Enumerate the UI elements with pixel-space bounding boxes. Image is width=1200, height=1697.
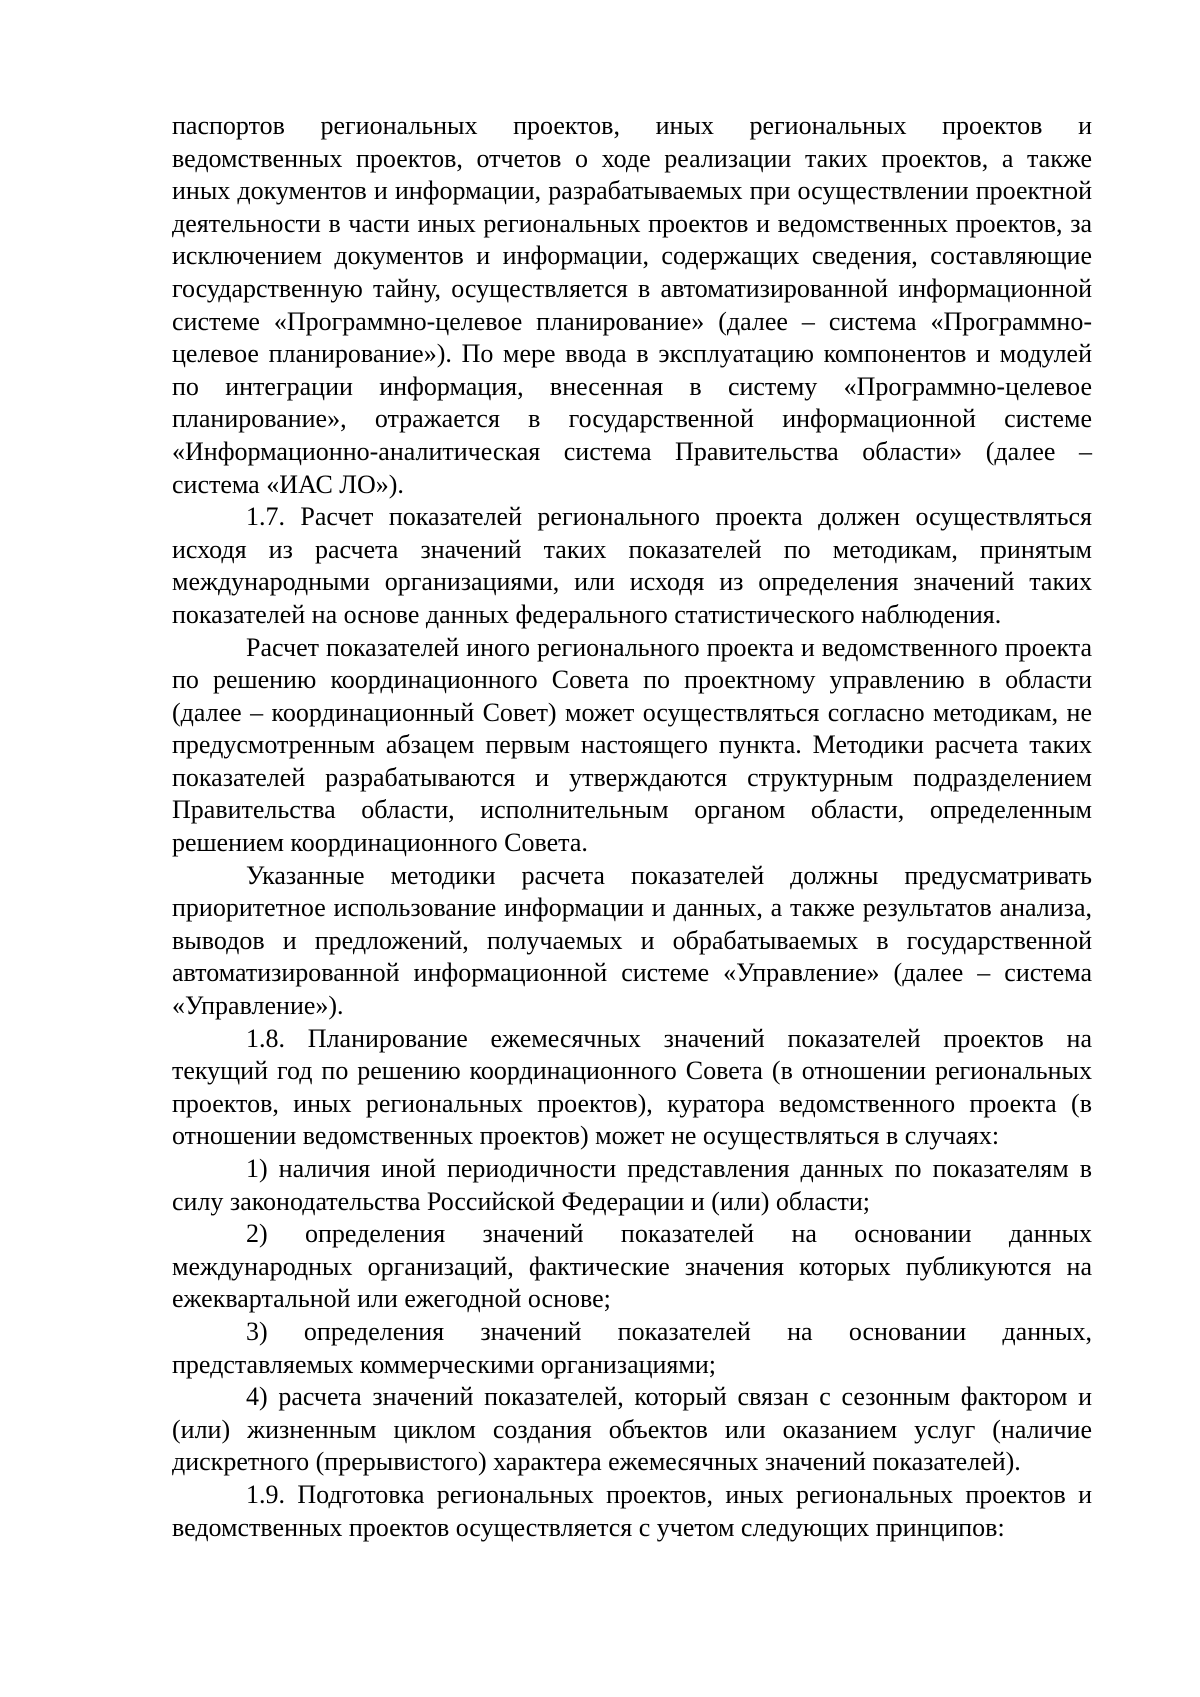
- paragraph-1-9: 1.9. Подготовка региональных проектов, иных региональных проектов и ведомственных проектов осуществляется с учетом следующих принципов:: [172, 1479, 1092, 1542]
- paragraph-1-7-methods: Расчет показателей иного регионального проекта и ведомственного проекта по решению координационного Совета по проектному управлению в области (далее – координационный Совет) может осуществляться согласно методикам, не предусмотренным абзацем первым настоящего пункта. Методики расчета таких показателей разрабатываются и утверждаются структурным подразделением Правительства области, исполнительным органом области, определенным решением координационного Совета.: [172, 632, 1092, 858]
- list-item-3: 3) определения значений показателей на основании данных, представляемых коммерческими организациями;: [172, 1316, 1092, 1379]
- document-page: [172, 110, 1092, 1544]
- list-item-2: 2) определения значений показателей на основании данных международных организаций, фактические значения которых публикуются на ежеквартальной или ежегодной основе;: [172, 1219, 1092, 1314]
- list-item-1: 1) наличия иной периодичности представления данных по показателям в силу законодательства Российской Федерации и (или) области;: [172, 1154, 1092, 1216]
- paragraph-1-8: 1.8. Планирование ежемесячных значений показателей проектов на текущий год по решению координационного Совета (в отношении региональных проектов, иных региональных проектов), куратора ведомственного проекта (в отношении ведомственных проектов) может не осуществляться в случаях:: [172, 1023, 1092, 1151]
- paragraph-1-7-priority: Указанные методики расчета показателей должны предусматривать приоритетное использование информации и данных, а также результатов анализа, выводов и предложений, получаемых и обрабатываемых в государственной автоматизированной информационной системе «Управление» (далее – система «Управление»).: [172, 860, 1092, 1021]
- paragraph-1-7: 1.7. Расчет показателей регионального проекта должен осуществляться исходя из расчета значений таких показателей по методикам, принятым международными организациями, или исходя из определения значений таких показателей на основе данных федерального статистического наблюдения.: [172, 502, 1092, 629]
- list-item-4: 4) расчета значений показателей, который связан с сезонным фактором и (или) жизненным циклом создания объектов или оказанием услуг (наличие дискретного (прерывистого) характера ежемесячных значений показателей).: [172, 1382, 1092, 1477]
- paragraph-continuation: паспортов региональных проектов, иных региональных проектов и ведомственных проектов, отчетов о ходе реализации таких проектов, а также иных документов и информации, разрабатываемых при осуществлении проектной деятельности в части иных региональных проектов и ведомственных проектов, за исключением документов и информации, содержащих сведения, составляющие государственную тайну, осуществляется в автоматизированной информационной системе «Программно-целевое планирование» (далее – система «Программно-целевое планирование»). По мере ввода в эксплуатацию компонентов и модулей по интеграции информация, внесенная в систему «Программно-целевое планирование», отражается в государственной информационной системе «Информационно-аналитическая система Правительства области» (далее – система «ИАС ЛО»).: [172, 111, 1092, 499]
